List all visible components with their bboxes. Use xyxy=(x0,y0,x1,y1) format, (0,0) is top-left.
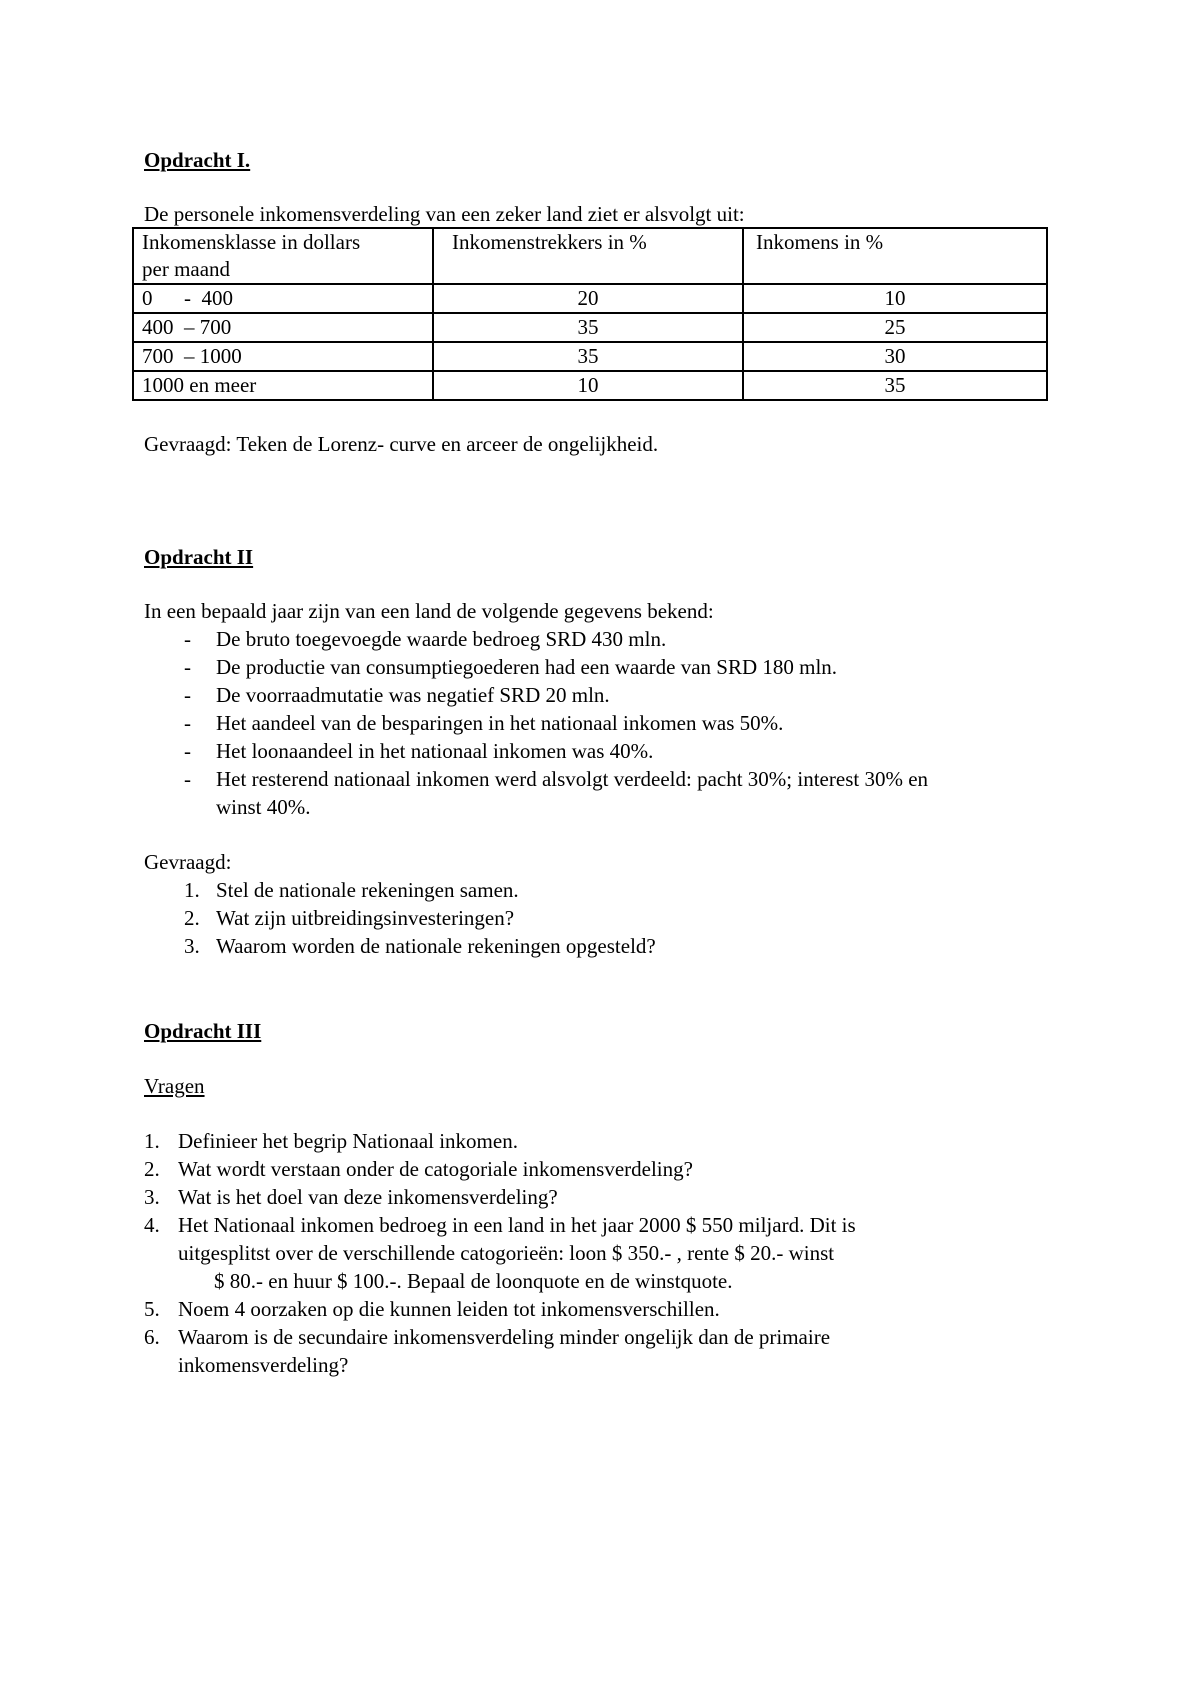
list-item-continuation: inkomensverdeling? xyxy=(178,1353,349,1377)
list-item: 3. Waarom worden de nationale rekeningen opgesteld? xyxy=(184,934,656,958)
income-distribution-table xyxy=(132,227,1048,401)
opdracht-3-heading: Opdracht III xyxy=(144,1019,262,1043)
opdracht-2-intro: In een bepaald jaar zijn van een land de volgende gegevens bekend: xyxy=(144,599,714,623)
table-cell: 20 xyxy=(433,284,743,313)
list-item: - De productie van consumptiegoederen had een waarde van SRD 180 mln. xyxy=(184,655,838,679)
list-item: - Het resterend nationaal inkomen werd alsvolgt verdeeld: pacht 30%; interest 30% en xyxy=(184,767,929,791)
table-cell: 700 – 1000 xyxy=(133,342,433,371)
list-item: 5. Noem 4 oorzaken op die kunnen leiden tot inkomensverschillen. xyxy=(144,1297,720,1321)
opdracht-3-subheading: Vragen xyxy=(144,1074,205,1098)
opdracht-2-gevraagd: Gevraagd: xyxy=(144,850,232,874)
table-row xyxy=(133,371,1047,400)
list-item-continuation: $ 80.- en huur $ 100.-. Bepaal de loonquote en de winstquote. xyxy=(214,1269,733,1293)
list-item: 3. Wat is het doel van deze inkomensverdeling? xyxy=(144,1185,558,1209)
table-cell: 400 – 700 xyxy=(133,313,433,342)
table-cell: 30 xyxy=(743,342,1047,371)
header-income-class: Inkomensklasse in dollars xyxy=(142,230,361,254)
table-header-cell xyxy=(133,228,433,284)
table-header-row xyxy=(133,228,1047,284)
opdracht-1-heading: Opdracht I. xyxy=(144,148,251,172)
table-cell: 35 xyxy=(433,342,743,371)
table-row xyxy=(133,313,1047,342)
header-per-month: per maand xyxy=(142,257,231,281)
opdracht-3-questions xyxy=(144,1127,856,1379)
table-cell: 1000 en meer xyxy=(133,371,433,400)
opdracht-1-intro: De personele inkomensverdeling van een zeker land ziet er alsvolgt uit: xyxy=(144,202,745,226)
list-item: - Het aandeel van de besparingen in het nationaal inkomen was 50%. xyxy=(184,711,784,735)
table-cell: 35 xyxy=(743,371,1047,400)
list-item: - Het loonaandeel in het nationaal inkomen was 40%. xyxy=(184,739,654,763)
list-item: 6. Waarom is de secundaire inkomensverdeling minder ongelijk dan de primaire xyxy=(144,1325,831,1349)
header-earners: Inkomenstrekkers in % xyxy=(433,228,743,284)
opdracht-2-data-list xyxy=(144,625,928,821)
list-item: 1. Definieer het begrip Nationaal inkomen. xyxy=(144,1129,518,1153)
list-item: - De bruto toegevoegde waarde bedroeg SRD 430 mln. xyxy=(184,627,667,651)
table-row xyxy=(133,284,1047,313)
table-cell: 10 xyxy=(743,284,1047,313)
list-item: 4. Het Nationaal inkomen bedroeg in een land in het jaar 2000 $ 550 miljard. Dit is xyxy=(144,1213,856,1237)
header-incomes: Inkomens in % xyxy=(743,228,1047,284)
table-cell: 35 xyxy=(433,313,743,342)
table-cell: 10 xyxy=(433,371,743,400)
table-row xyxy=(133,342,1047,371)
list-item: 1. Stel de nationale rekeningen samen. xyxy=(184,878,519,902)
list-item-continuation: uitgesplitst over de verschillende catogorieën: loon $ 350.- , rente $ 20.- winst xyxy=(178,1241,835,1265)
list-item: 2. Wat zijn uitbreidingsinvesteringen? xyxy=(184,906,515,930)
list-item: - De voorraadmutatie was negatief SRD 20 mln. xyxy=(184,683,610,707)
opdracht-2-questions xyxy=(144,876,656,960)
list-item: 2. Wat wordt verstaan onder de catogoriale inkomensverdeling? xyxy=(144,1157,693,1181)
opdracht-2-heading: Opdracht II xyxy=(144,545,254,569)
table-cell: 25 xyxy=(743,313,1047,342)
table-cell: 0 - 400 xyxy=(133,284,433,313)
list-item-continuation: winst 40%. xyxy=(216,795,311,819)
opdracht-1-question: Gevraagd: Teken de Lorenz- curve en arceer de ongelijkheid. xyxy=(144,432,659,456)
